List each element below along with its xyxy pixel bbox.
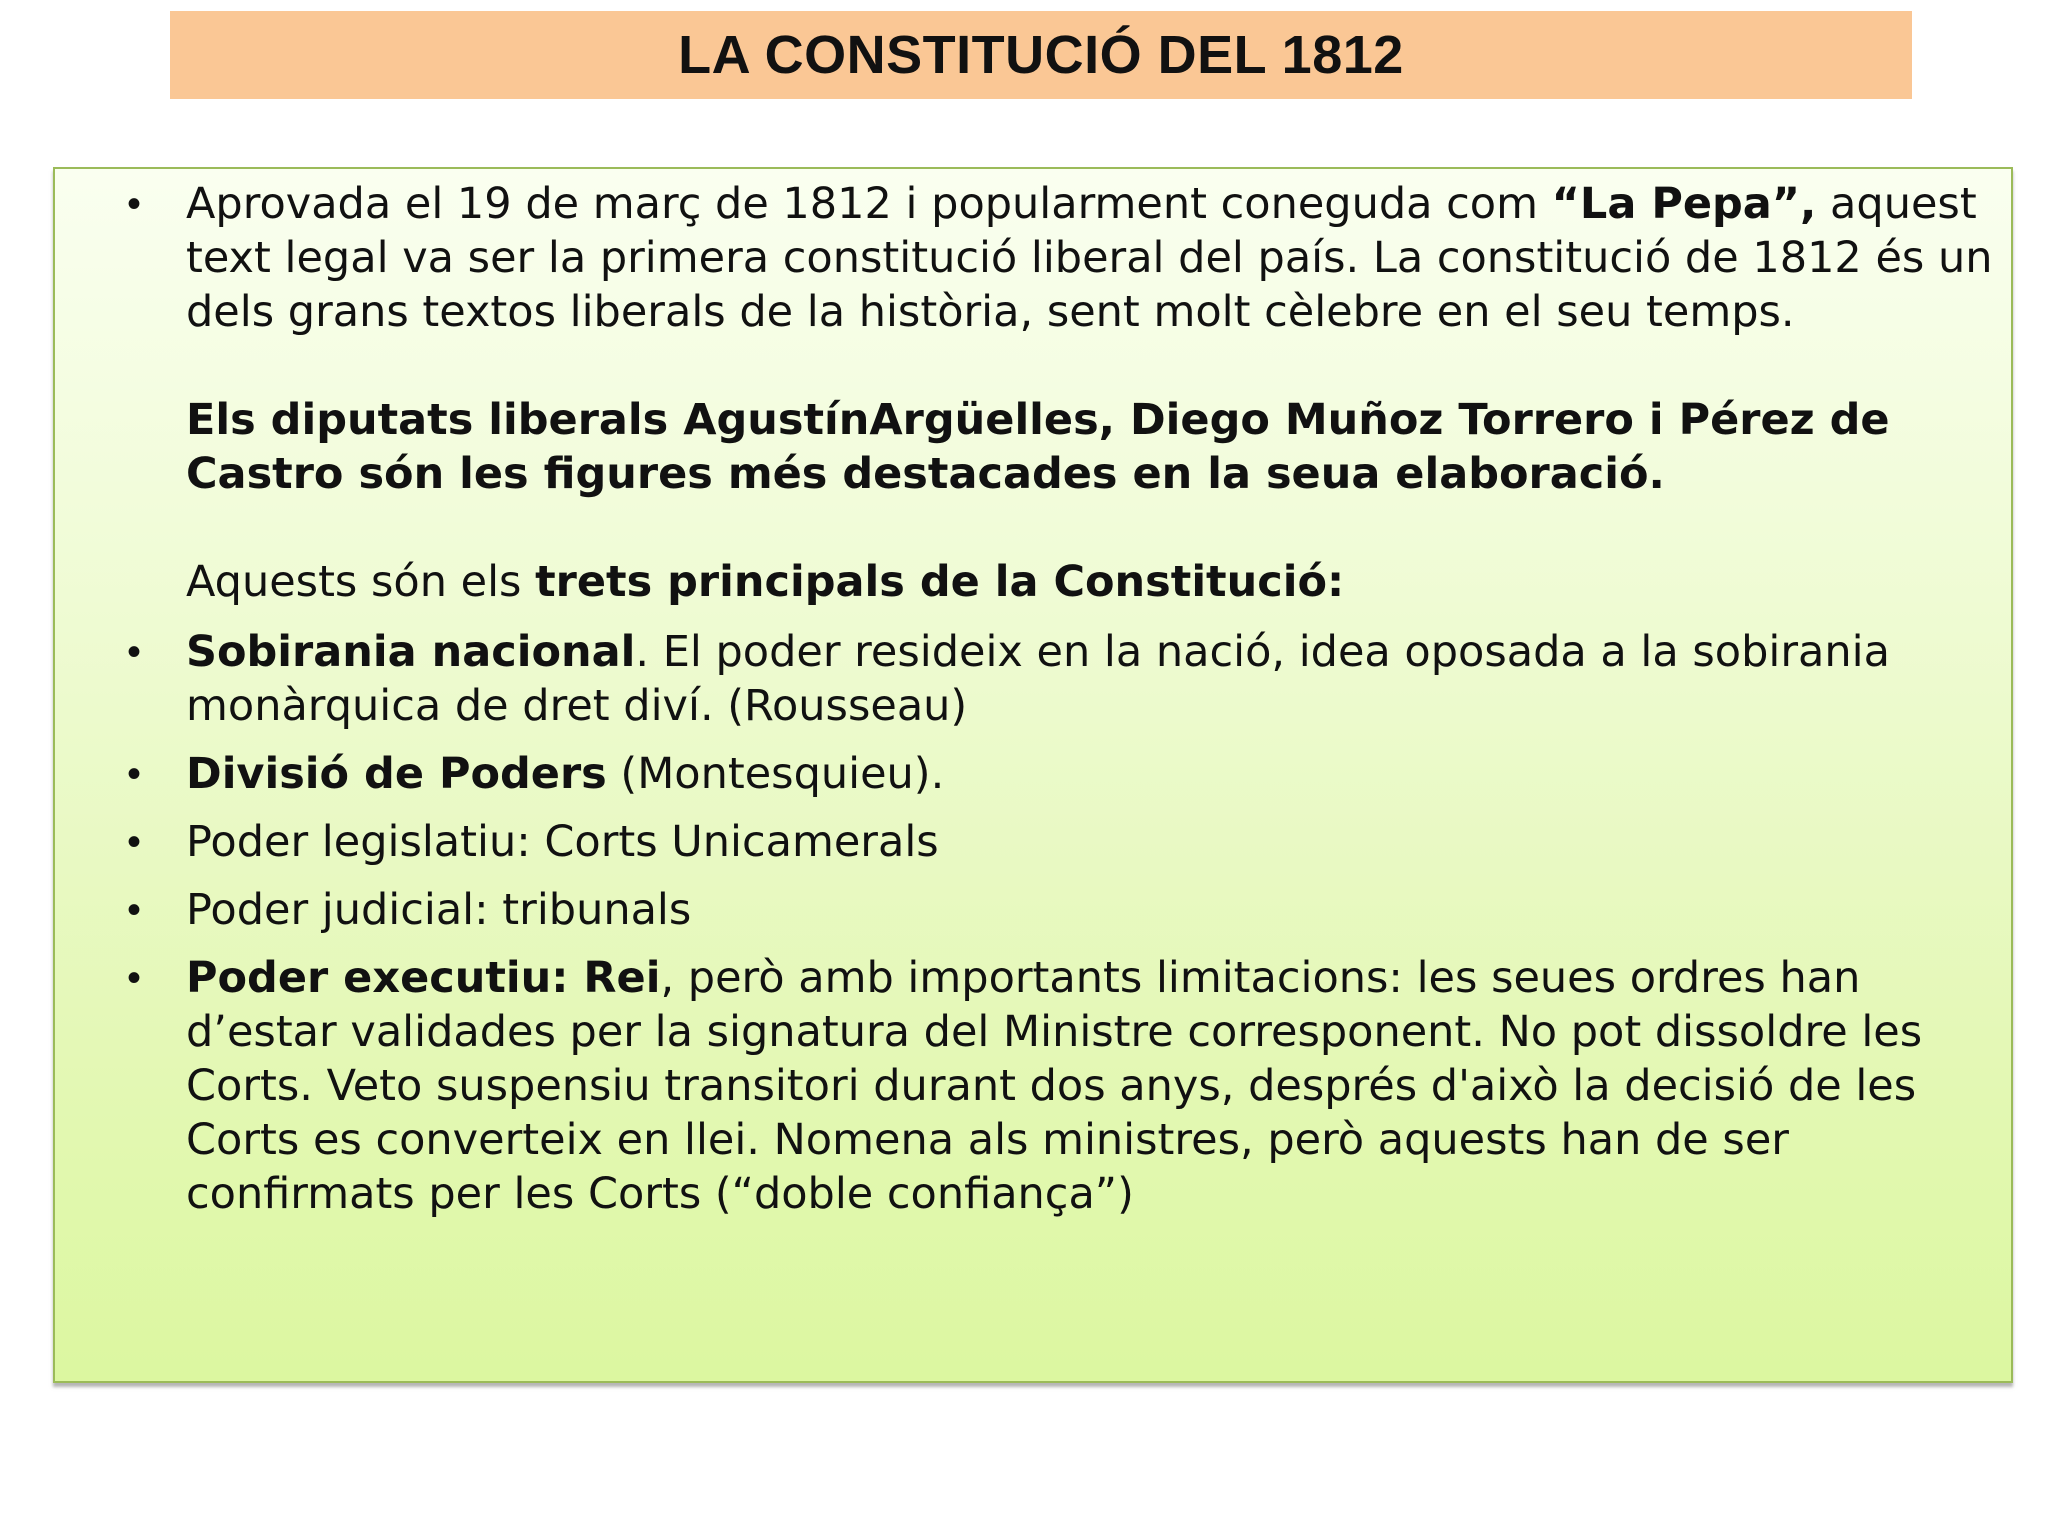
list-item-text: Poder legislatiu: Corts Unicamerals bbox=[186, 817, 939, 867]
spacer bbox=[75, 733, 1995, 747]
list-item-legislative bbox=[75, 815, 1995, 869]
traits-intro bbox=[75, 555, 1995, 609]
bullet-icon: • bbox=[127, 630, 142, 674]
list-item-judicial bbox=[75, 883, 1995, 937]
traits-intro-plain: Aquests són els bbox=[186, 557, 536, 607]
list-item-text: , però amb importants limitacions: les seues ordres han d’estar validades per la signatura del Ministre corresponent. No pot dissoldre les Corts. Veto suspensiu transitori durant dos anys, després d'això la decisió de les Corts es converteix en llei. Nomena als ministres, però aquests han de ser confirmats per les Corts (“doble confiança”) bbox=[186, 953, 1923, 1219]
bullet-icon: • bbox=[127, 820, 142, 864]
list-item-bold: Sobirania nacional bbox=[186, 627, 636, 677]
list-item-bold: Poder executiu: Rei bbox=[186, 953, 661, 1003]
deputies-text: Els diputats liberals AgustínArgüelles, Diego Muñoz Torrero i Pérez de Castro són les figures més destacades en la seua elaboració. bbox=[186, 395, 1890, 499]
title-banner bbox=[170, 11, 1912, 99]
bullet-icon: • bbox=[127, 752, 142, 796]
spacer bbox=[75, 339, 1995, 393]
intro-text-start: Aprovada el 19 de març de 1812 i popularment coneguda com bbox=[186, 179, 1552, 229]
list-item-text: (Montesquieu). bbox=[606, 749, 945, 799]
spacer bbox=[75, 609, 1995, 625]
deputies-paragraph bbox=[75, 393, 1995, 501]
list-item-executive bbox=[75, 951, 1995, 1221]
bullet-icon: • bbox=[127, 956, 142, 1000]
list-item-division bbox=[75, 747, 1995, 801]
list-item-text: Poder judicial: tribunals bbox=[186, 885, 692, 935]
text-area bbox=[75, 177, 1995, 1221]
spacer bbox=[75, 869, 1995, 883]
bullet-icon: • bbox=[127, 888, 142, 932]
spacer bbox=[75, 801, 1995, 815]
intro-nickname: “La Pepa”, bbox=[1551, 179, 1817, 229]
list-item-bold: Divisió de Poders bbox=[186, 749, 607, 799]
content-box bbox=[53, 167, 2013, 1383]
list-item-sovereignty bbox=[75, 625, 1995, 733]
spacer bbox=[75, 937, 1995, 951]
page-title: LA CONSTITUCIÓ DEL 1812 bbox=[678, 25, 1404, 85]
intro-paragraph bbox=[75, 177, 1995, 339]
list-item-text: . El poder resideix en la nació, idea oposada a la sobirania monàrquica de dret diví. (Rousseau) bbox=[186, 627, 1890, 731]
traits-intro-bold: trets principals de la Constitució: bbox=[535, 557, 1345, 607]
intro-text-end: aquest text legal va ser la primera constitució liberal del país. La constitució de 1812 és un dels grans textos liberals de la història, sent molt cèlebre en el seu temps. bbox=[186, 179, 1993, 337]
bullet-icon: • bbox=[127, 182, 142, 226]
spacer bbox=[75, 501, 1995, 555]
